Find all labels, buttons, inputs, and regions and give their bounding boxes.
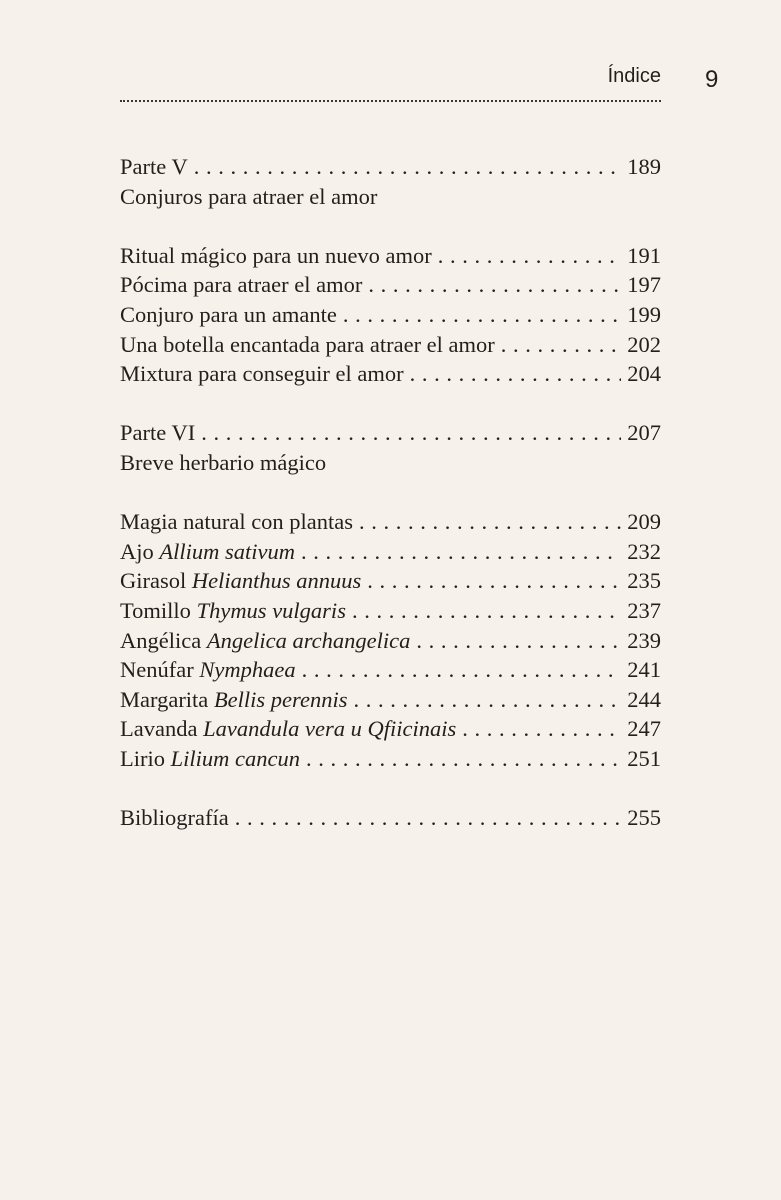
toc-entry-label [120,596,346,626]
plant-latin-name: Lilium cancun [170,745,300,771]
toc-page-number: 191 [627,242,661,268]
toc-part-subtitle: Conjuros para atraer el amor [120,183,378,209]
toc-entry-label [120,566,361,596]
toc-entry[interactable] [120,241,661,271]
toc-part-v[interactable] [120,152,661,182]
toc-entry-label: Ritual mágico para un nuevo amor [120,242,432,268]
toc-page-number: 244 [627,686,661,712]
toc-entry-label: Mixtura para conseguir el amor [120,361,404,387]
dot-leader [359,507,621,537]
plant-latin-name: Helianthus annuus [191,568,362,594]
running-header [120,60,661,102]
plant-common-name: Tomillo [120,597,191,623]
toc-entry-label: Una botella encantada para atraer el amor [120,331,495,357]
page-number: 9 [705,66,719,93]
toc-entry[interactable] [120,655,661,685]
dot-leader [302,655,622,685]
toc-page-number: 209 [627,509,661,535]
toc-entry-label [120,537,295,567]
dot-leader [235,803,622,833]
dot-leader [194,152,622,182]
toc-page-number: 247 [627,716,661,742]
dot-leader [367,566,621,596]
dot-leader [343,300,621,330]
plant-latin-name: Angelica archangelica [206,627,411,653]
toc-entry-label [120,714,456,744]
toc-page-number: 237 [627,597,661,623]
toc-entry[interactable] [120,714,661,744]
plant-common-name: Girasol [120,568,187,594]
toc-entry[interactable] [120,330,661,360]
toc-page-number: 239 [627,627,661,653]
toc-entry-label: Bibliografía [120,805,229,831]
toc-page-number: 232 [627,538,661,564]
plant-common-name: Angélica [120,627,202,653]
plant-common-name: Lavanda [120,716,198,742]
toc-entry[interactable] [120,537,661,567]
toc-page-number: 255 [627,805,661,831]
plant-latin-name: Bellis perennis [213,686,348,712]
toc-entry-label [120,655,296,685]
toc-entry[interactable] [120,596,661,626]
toc-entry-label: Conjuro para un amante [120,301,337,327]
toc-entry[interactable] [120,359,661,389]
toc-entry[interactable] [120,566,661,596]
dot-leader [410,359,622,389]
dot-leader [353,685,621,715]
dot-leader [352,596,621,626]
toc-page-number: 202 [627,331,661,357]
toc-entry[interactable] [120,685,661,715]
toc-page-number: 241 [627,657,661,683]
toc-page-number: 197 [627,272,661,298]
toc-entry[interactable] [120,626,661,656]
plant-latin-name: Lavandula vera u Qfiicinais [203,716,457,742]
plant-common-name: Nenúfar [120,657,194,683]
toc-page-number: 207 [627,420,661,446]
dot-leader [462,714,621,744]
dot-leader [201,418,621,448]
toc-page-number: 189 [627,154,661,179]
toc-entry[interactable] [120,507,661,537]
plant-common-name: Lirio [120,745,165,771]
dot-leader [416,626,621,656]
header-title: Índice [607,65,661,87]
plant-latin-name: Thymus vulgaris [196,597,346,623]
toc-entry[interactable] [120,300,661,330]
toc-part-label: Parte V [120,154,188,179]
toc-page-number: 204 [627,361,661,387]
toc-page-number: 251 [627,745,661,771]
toc-bibliography[interactable] [120,803,661,833]
toc-entry[interactable] [120,744,661,774]
plant-common-name: Ajo [120,538,154,564]
toc-part-label: Parte VI [120,420,196,446]
toc-part-vi[interactable] [120,418,661,448]
toc-page-number: 235 [627,568,661,594]
toc-entry-label: Pócima para atraer el amor [120,272,363,298]
toc-entry-label: Magia natural con plantas [120,509,354,535]
toc-entry-label [120,744,300,774]
plant-common-name: Margarita [120,686,209,712]
dot-leader [501,330,621,360]
toc-page-number: 199 [627,301,661,327]
dot-leader [368,270,621,300]
toc-part-subtitle: Breve herbario mágico [120,449,327,475]
plant-latin-name: Nymphaea [199,657,296,683]
dot-leader [438,241,621,271]
dot-leader [301,537,621,567]
dot-leader [306,744,621,774]
toc-entry-label [120,685,347,715]
toc-entry-label [120,626,410,656]
toc-entry[interactable] [120,270,661,300]
table-of-contents [120,152,661,833]
plant-latin-name: Allium sativum [159,538,295,564]
